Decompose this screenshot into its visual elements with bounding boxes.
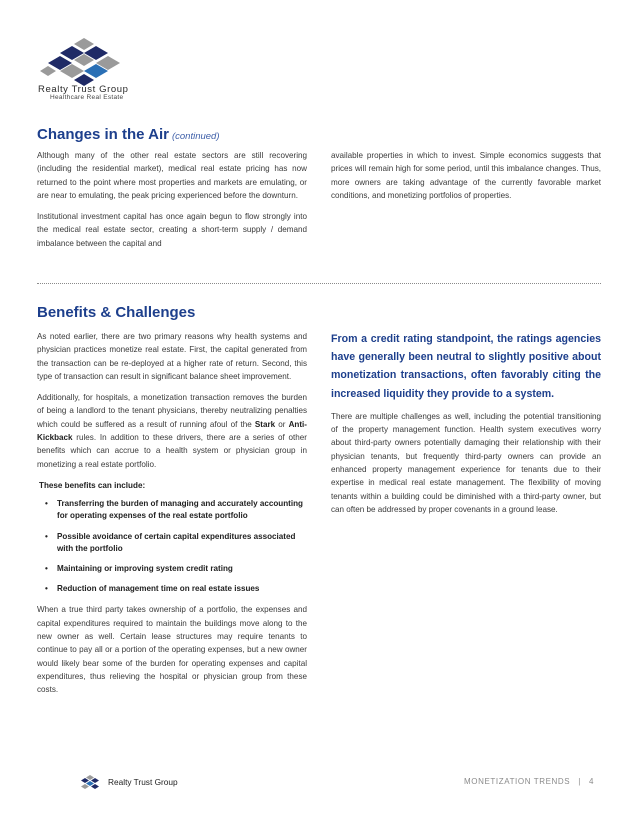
paragraph: available properties in which to invest. Simple economics suggests that prices will remain high for some period, until this imbalance changes. Thus, more owners are taking advantage of the currently favorable market conditions, and monetizing portfolios of properties. <box>331 151 601 200</box>
list-item: • Possible avoidance of certain capital expenditures associated with the portfolio <box>37 531 307 555</box>
list-item: • Maintaining or improving system credit rating <box>37 563 307 575</box>
logo-subtitle: Healthcare Real Estate <box>50 94 124 101</box>
anti-kickback-keyword: Anti-Kickback <box>37 419 307 443</box>
paragraph: Institutional investment capital has once again begun to flow strongly into the medical real estate sector, creating a short-term supply / demand imbalance between the capital and <box>37 212 307 248</box>
logo-company-name: Realty Trust Group <box>38 84 129 95</box>
benefits-column-left <box>37 330 307 705</box>
footer-separator: | <box>578 777 581 786</box>
paragraph <box>37 391 307 471</box>
changes-column-right <box>331 149 601 210</box>
text-run: rules. In addition to these drivers, there are a series of other benefits which can accrue to a health system or physician group in monetizing a real estate portfolio. <box>37 433 307 469</box>
list-item: • Reduction of management time on real estate issues <box>37 583 307 595</box>
list-item: • Transferring the burden of managing and accurately accounting for operating expenses of the real estate portfolio <box>37 498 307 522</box>
paragraph: When a true third party takes ownership of a portfolio, the expenses and capital expenditures required to maintain the buildings move along to the new owner as well. Certain lease structures may require tenants to continue to pay all or a portion of the operating expenses, but a new owner would likely bear some of the burden for operating expenses and capital expenditures, thus relieving the hospital or physician group from these costs. <box>37 605 307 695</box>
continued-label: (continued) <box>171 131 220 142</box>
paragraph: Although many of the other real estate sectors are still recovering (including the residential market), medical real estate pricing has now returned to the point where most properties and markets are emulating, or are near to emulating, the peak pricing experienced before the downturn. <box>37 151 307 200</box>
footer-company-name: Realty Trust Group <box>108 777 178 787</box>
benefits-list <box>37 498 307 595</box>
section-title: Changes in the Air <box>37 126 169 143</box>
text-run: Additionally, for hospitals, a monetization transaction removes the burden of being a landlord to the tenant physicians, thereby neutralizing penalties which could be suffered as a result of running afoul of the <box>37 393 307 429</box>
section-heading-changes <box>37 126 220 143</box>
page-number: 4 <box>588 777 594 786</box>
stark-keyword: Stark <box>254 419 276 429</box>
benefits-column-right <box>331 330 601 524</box>
text-run: or <box>275 419 289 429</box>
changes-column-left <box>37 149 307 258</box>
paragraph: As noted earlier, there are two primary reasons why health systems and physician practices monetize real estate. First, the capital generated from the transaction can be re-deployed at a higher rate of return. Second, this type of transaction can result in significant balance sheet improvement. <box>37 332 307 381</box>
pull-quote: From a credit rating standpoint, the ratings agencies have generally been neutral to slightly positive about monetization transactions, often favorably citing the increased liquidity they provide to a system. <box>331 333 601 400</box>
footer-page-info <box>464 777 594 786</box>
benefits-list-title: These benefits can include: <box>39 480 146 490</box>
footer-section-label: MONETIZATION TRENDS <box>464 777 571 786</box>
paragraph: There are multiple challenges as well, including the potential transitioning of the property management function. Health system executives worry about third-party owners potentially damaging their relationship with their physician tenants, but frequently third-party owners can provide an enhanced property management experience for tenants due to their expertise in medical real estate management. The flexibility of moving tenants within a building could be diminished with a third-party owner, but can often be addressed by proper covenants in a ground lease. <box>331 411 601 514</box>
section-heading-benefits: Benefits & Challenges <box>37 304 196 321</box>
footer-logo-icon <box>77 775 103 791</box>
dotted-divider <box>37 283 601 284</box>
